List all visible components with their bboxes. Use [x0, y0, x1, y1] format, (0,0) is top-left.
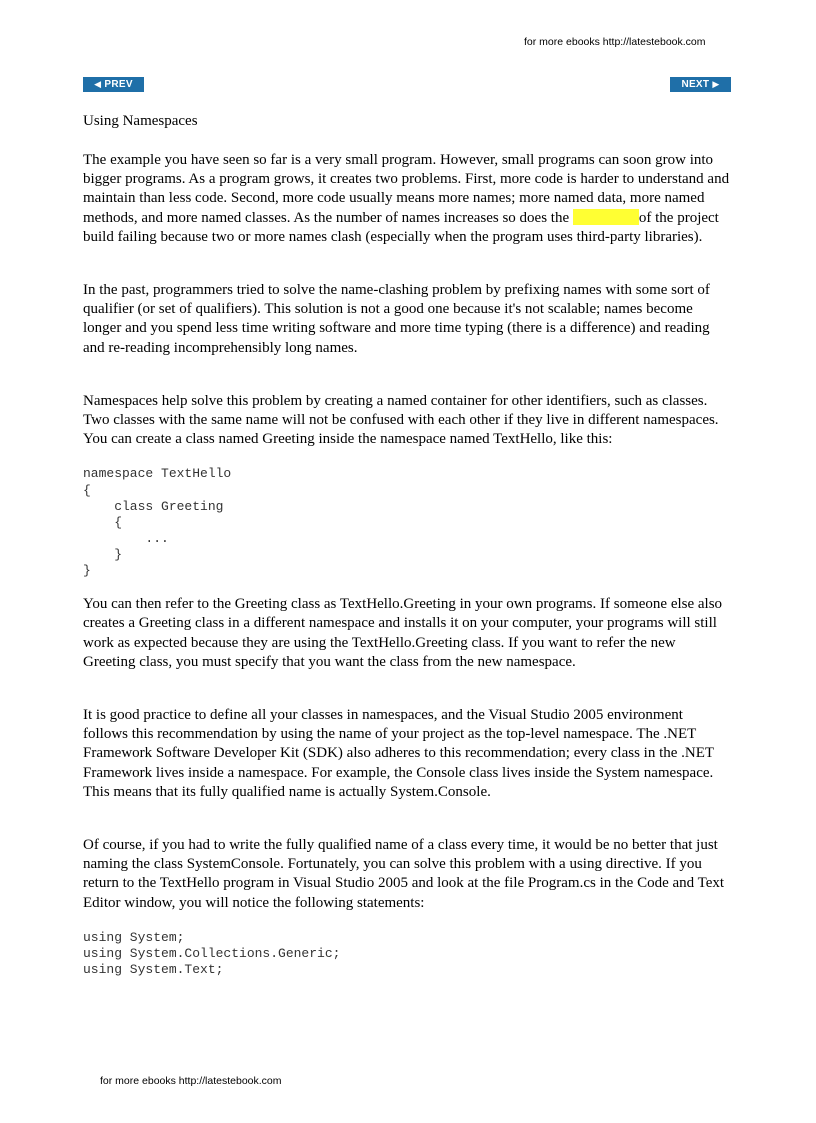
paragraph-5: It is good practice to define all your classes in namespaces, and the Visual Studio 2005 environment follows this recommendation by using the name of your project as the top-level namespace. The .NET Framework Software Developer Kit (SDK) also adheres to this recommendation; every class in the .NET Framework lives inside a namespace. For example, the Console class lives inside the System namespace. This means that its fully qualified name is actually System.Console.	[83, 706, 714, 800]
paragraph-4: You can then refer to the Greeting class as TextHello.Greeting in your own programs. If someone else also creates a Greeting class in a different namespace and installs it on your computer, your programs will still work as expected because they are using the TextHello.Greeting class. If you want to refer the new Greeting class, you must specify that you want the class from the new namespace.	[83, 596, 723, 670]
section-title: Using Namespaces	[83, 113, 198, 129]
paragraph-3: Namespaces help solve this problem by creating a named container for other identifiers, such as classes. Two classes with the same name will not be confused with each other if they live in different namespaces. You can create a class named Greeting inside the namespace named TextHello, like this:	[83, 392, 719, 448]
next-button-label: NEXT	[681, 79, 710, 90]
paragraph-1-start: The example you have seen so far is a very small program. However, small programs can soon grow into bigger programs. As a program grows, it creates two problems. First, more code is harder to understand and maintain than less code. Second, more code usually means more names; more named data, more named methods, and more named classes. As the number of names increases so does the	[83, 152, 730, 226]
code-block-using: using System; using System.Collections.Generic; using System.Text;	[83, 929, 341, 977]
code-block-namespace: namespace TextHello { class Greeting { ... } }	[83, 466, 232, 578]
prev-button[interactable]	[83, 77, 144, 92]
paragraph-1	[83, 151, 731, 247]
header-ebooks-link[interactable]: for more ebooks http://latestebook.com	[524, 36, 706, 48]
paragraph-6: Of course, if you had to write the fully qualified name of a class every time, it would be no better that just naming the class SystemConsole. Fortunately, you can solve this problem with a using directive. If you return to the TextHello program in Visual Studio 2005 and look at the file Program.cs in the Code and Text Editor window, you will notice the following statements:	[83, 836, 725, 911]
next-button[interactable]	[670, 77, 731, 92]
footer-ebooks-link[interactable]: for more ebooks http://latestebook.com	[100, 1075, 282, 1087]
arrow-left-icon: ◀	[94, 79, 102, 89]
paragraph-2: In the past, programmers tried to solve the name-clashing problem by prefixing names with some sort of qualifier (or set of qualifiers). This solution is not a good one because it's not scalable; names become longer and you spend less time writing software and more time typing (there is a difference) and reading and re-reading incomprehensibly long names.	[83, 282, 710, 356]
prev-button-label: PREV	[104, 79, 133, 90]
page-content	[83, 112, 731, 994]
highlight-mark	[573, 209, 639, 225]
arrow-right-icon: ▶	[712, 79, 720, 89]
paragraph-1-end: of the project build failing because two or more names clash (especially when the program uses third-party libraries).	[83, 209, 719, 245]
